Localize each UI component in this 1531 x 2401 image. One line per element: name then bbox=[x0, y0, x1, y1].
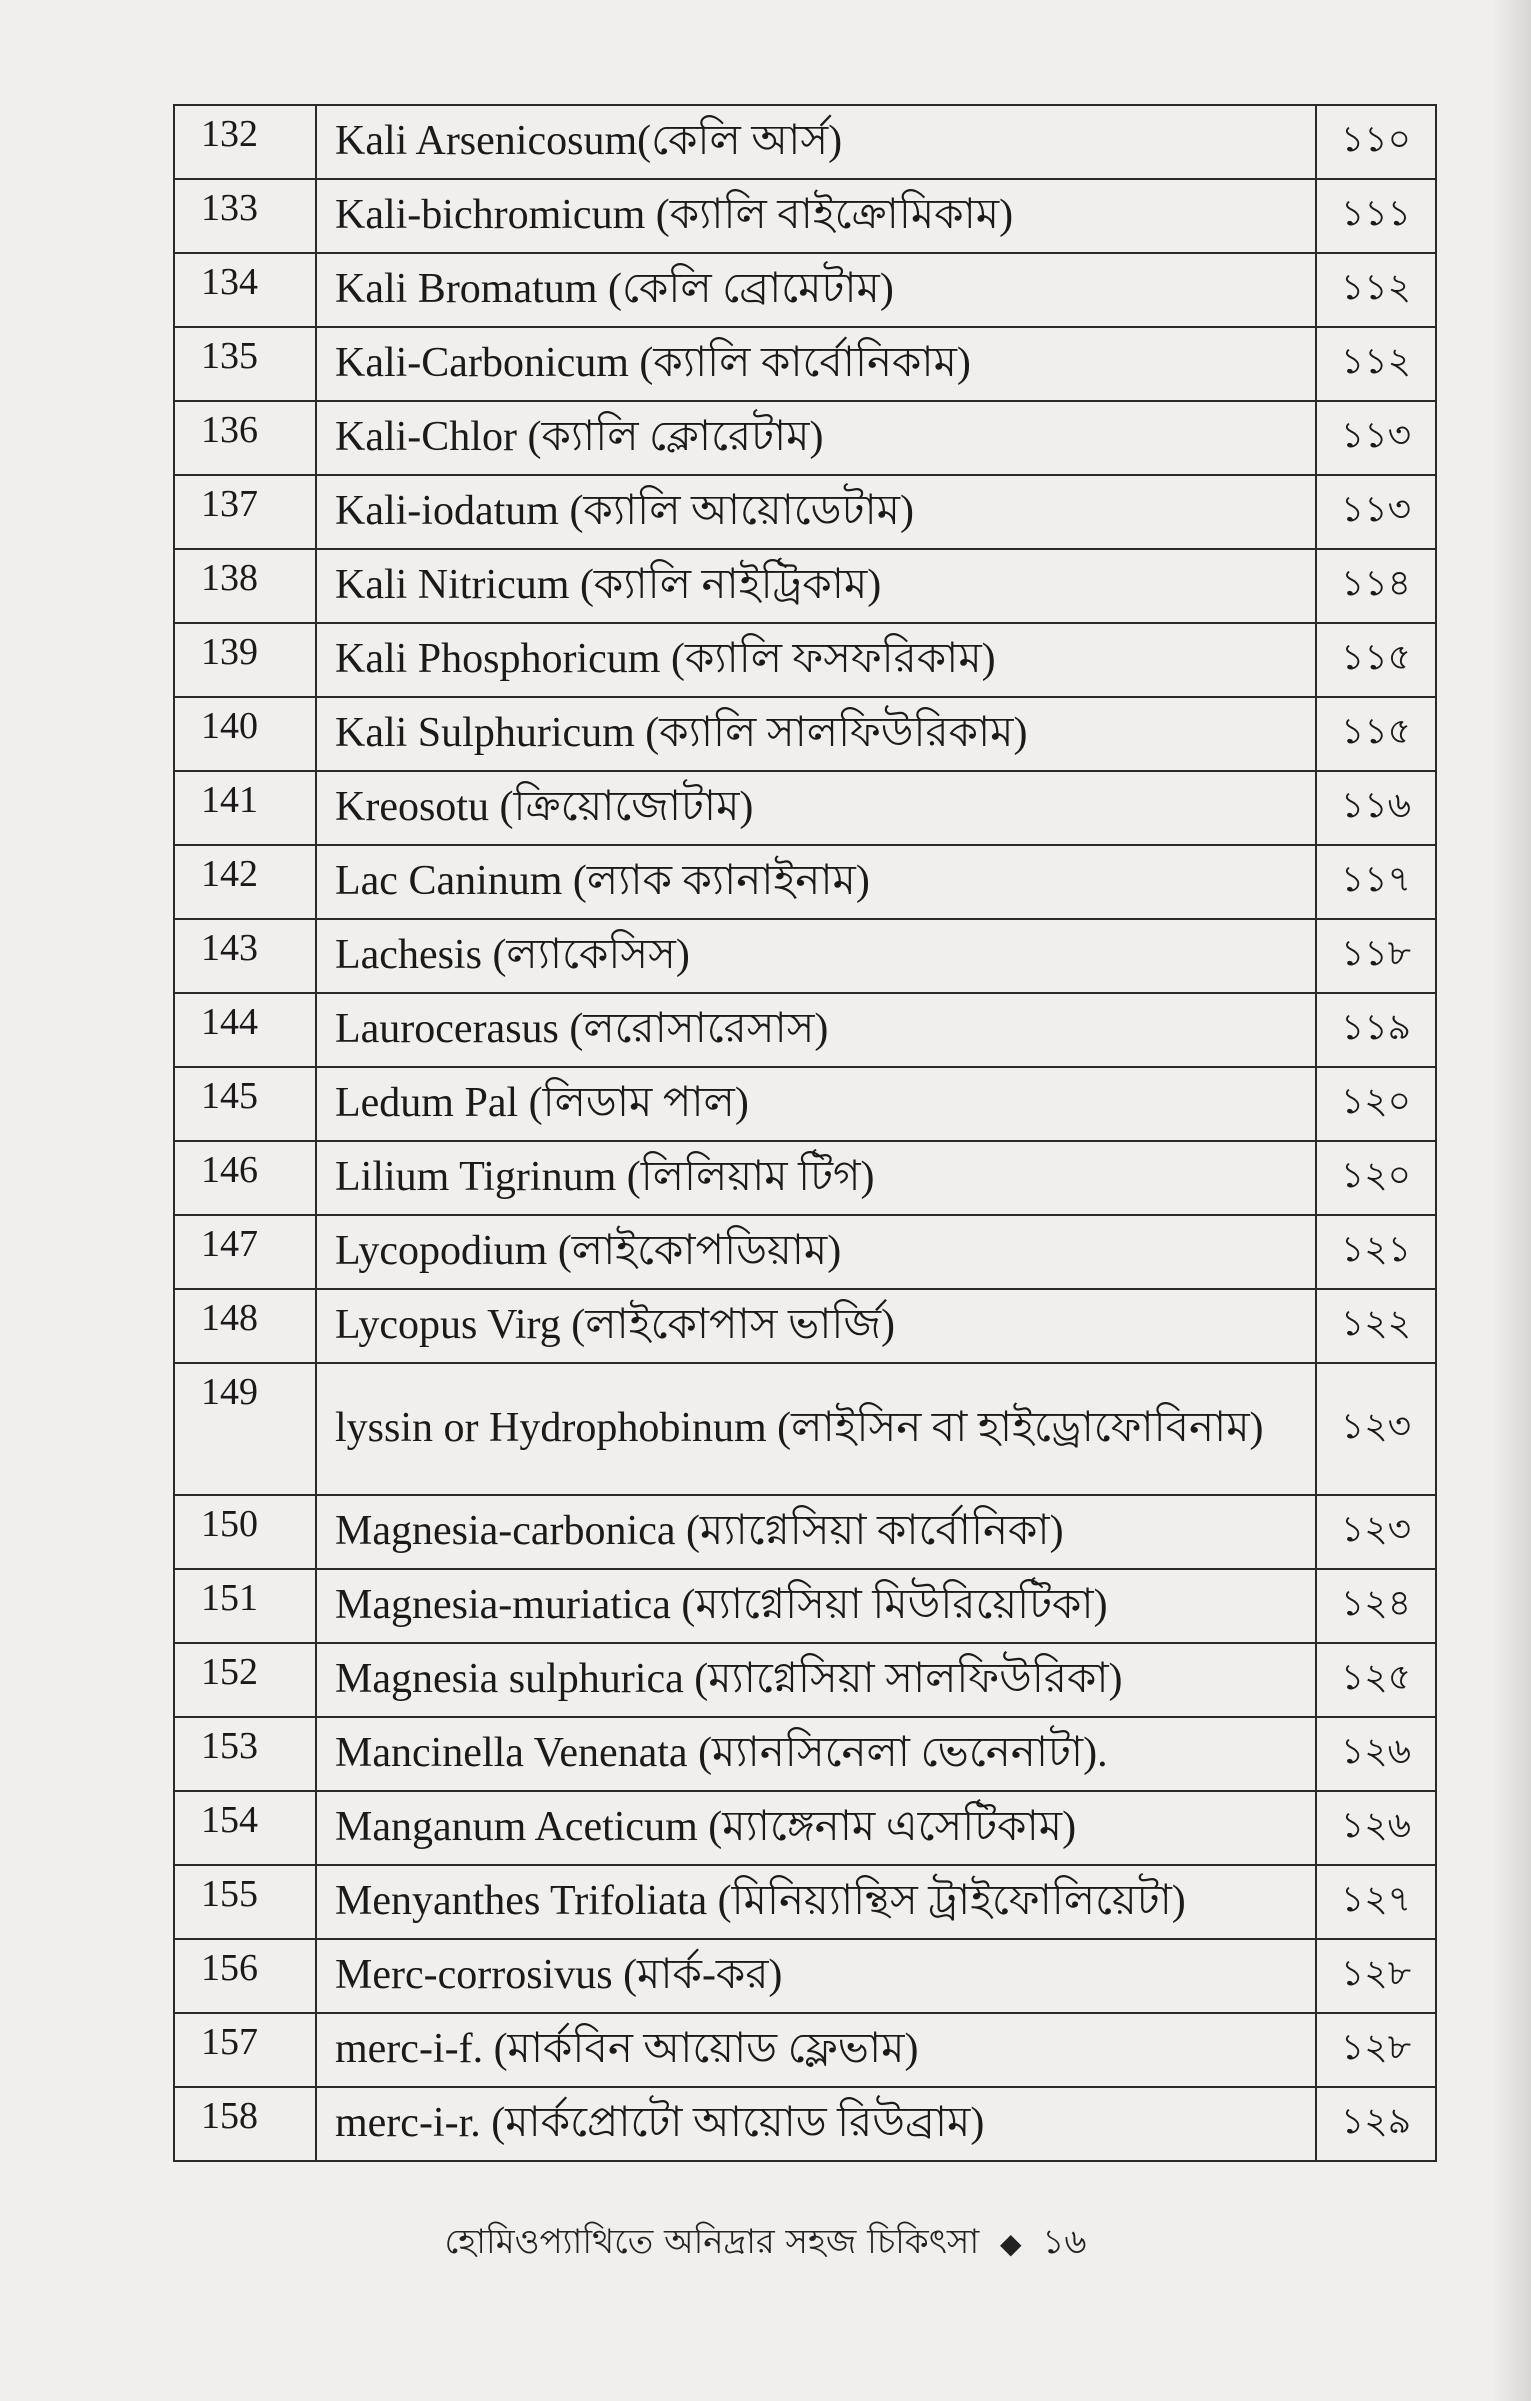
table-row bbox=[174, 1865, 1436, 1939]
table-row bbox=[174, 1067, 1436, 1141]
remedy-name: Laurocerasus (লরোসারেসাস) bbox=[316, 993, 1316, 1067]
page-ref: ১১২ bbox=[1316, 253, 1436, 327]
remedy-name: Menyanthes Trifoliata (মিনিয়্যান্থিস ট্রাইফোলিয়েটা) bbox=[316, 1865, 1316, 1939]
page-ref: ১২৪ bbox=[1316, 1569, 1436, 1643]
row-number: 137 bbox=[174, 475, 316, 549]
row-number: 151 bbox=[174, 1569, 316, 1643]
page-ref: ১২২ bbox=[1316, 1289, 1436, 1363]
table-row bbox=[174, 179, 1436, 253]
page-ref: ১১৬ bbox=[1316, 771, 1436, 845]
row-number: 144 bbox=[174, 993, 316, 1067]
row-number: 136 bbox=[174, 401, 316, 475]
page-ref: ১২০ bbox=[1316, 1067, 1436, 1141]
table-row bbox=[174, 771, 1436, 845]
page-ref: ১২৮ bbox=[1316, 2013, 1436, 2087]
row-number: 154 bbox=[174, 1791, 316, 1865]
remedy-name: Kali Bromatum (কেলি ব্রোমেটাম) bbox=[316, 253, 1316, 327]
table-row bbox=[174, 993, 1436, 1067]
remedy-index-table bbox=[173, 104, 1437, 2162]
page-ref: ১২৩ bbox=[1316, 1363, 1436, 1495]
page-number: ১৬ bbox=[1042, 2222, 1087, 2262]
remedy-name: Magnesia-carbonica (ম্যাগ্নেসিয়া কার্বোনিকা) bbox=[316, 1495, 1316, 1569]
row-number: 138 bbox=[174, 549, 316, 623]
row-number: 146 bbox=[174, 1141, 316, 1215]
remedy-name: merc-i-f. (মার্কবিন আয়োড ফ্লেভাম) bbox=[316, 2013, 1316, 2087]
page-ref: ১২৬ bbox=[1316, 1791, 1436, 1865]
remedy-name: Kali Phosphoricum (ক্যালি ফসফরিকাম) bbox=[316, 623, 1316, 697]
table-row bbox=[174, 1215, 1436, 1289]
row-number: 158 bbox=[174, 2087, 316, 2161]
row-number: 142 bbox=[174, 845, 316, 919]
table-row bbox=[174, 1495, 1436, 1569]
table-row bbox=[174, 1939, 1436, 2013]
remedy-name: Kali Arsenicosum(কেলি আর্স) bbox=[316, 105, 1316, 179]
row-number: 135 bbox=[174, 327, 316, 401]
table-row bbox=[174, 845, 1436, 919]
page-ref: ১১৫ bbox=[1316, 623, 1436, 697]
row-number: 156 bbox=[174, 1939, 316, 2013]
page-ref: ১২৬ bbox=[1316, 1717, 1436, 1791]
row-number: 153 bbox=[174, 1717, 316, 1791]
remedy-name: Lachesis (ল্যাকেসিস) bbox=[316, 919, 1316, 993]
page-ref: ১১০ bbox=[1316, 105, 1436, 179]
remedy-name: Lac Caninum (ল্যাক ক্যানাইনাম) bbox=[316, 845, 1316, 919]
table-row bbox=[174, 1717, 1436, 1791]
table-row bbox=[174, 1141, 1436, 1215]
row-number: 150 bbox=[174, 1495, 316, 1569]
page-ref: ১১৭ bbox=[1316, 845, 1436, 919]
row-number: 134 bbox=[174, 253, 316, 327]
page-ref: ১১৯ bbox=[1316, 993, 1436, 1067]
remedy-name: Kali Nitricum (ক্যালি নাইট্রিকাম) bbox=[316, 549, 1316, 623]
book-title: হোমিওপ্যাথিতে অনিদ্রার সহজ চিকিৎসা bbox=[444, 2222, 980, 2262]
page-ref: ১১৫ bbox=[1316, 697, 1436, 771]
table-row bbox=[174, 1363, 1436, 1495]
row-number: 143 bbox=[174, 919, 316, 993]
remedy-name: Magnesia-muriatica (ম্যাগ্নেসিয়া মিউরিয়েটিকা) bbox=[316, 1569, 1316, 1643]
row-number: 139 bbox=[174, 623, 316, 697]
row-number: 149 bbox=[174, 1363, 316, 1495]
page-ref: ১১৮ bbox=[1316, 919, 1436, 993]
remedy-name: lyssin or Hydrophobinum (লাইসিন বা হাইড্রোফোবিনাম) bbox=[316, 1363, 1316, 1495]
page-edge-shadow bbox=[1491, 0, 1531, 2401]
remedy-name: Merc-corrosivus (মার্ক-কর) bbox=[316, 1939, 1316, 2013]
row-number: 157 bbox=[174, 2013, 316, 2087]
table-row bbox=[174, 327, 1436, 401]
remedy-name: merc-i-r. (মার্কপ্রোটো আয়োড রিউব্রাম) bbox=[316, 2087, 1316, 2161]
remedy-name: Kali-Chlor (ক্যালি ক্লোরেটাম) bbox=[316, 401, 1316, 475]
page-ref: ১২৯ bbox=[1316, 2087, 1436, 2161]
remedy-name: Kali-Carbonicum (ক্যালি কার্বোনিকাম) bbox=[316, 327, 1316, 401]
page-ref: ১১২ bbox=[1316, 327, 1436, 401]
row-number: 140 bbox=[174, 697, 316, 771]
row-number: 152 bbox=[174, 1643, 316, 1717]
page-ref: ১১১ bbox=[1316, 179, 1436, 253]
diamond-separator-icon: ◆ bbox=[1000, 2227, 1022, 2260]
remedy-name: Kali Sulphuricum (ক্যালি সালফিউরিকাম) bbox=[316, 697, 1316, 771]
remedy-name: Kali-bichromicum (ক্যালি বাইক্রোমিকাম) bbox=[316, 179, 1316, 253]
table-row bbox=[174, 1791, 1436, 1865]
remedy-name: Kali-iodatum (ক্যালি আয়োডেটাম) bbox=[316, 475, 1316, 549]
page-ref: ১২৭ bbox=[1316, 1865, 1436, 1939]
remedy-name: Lycopus Virg (লাইকোপাস ভার্জি) bbox=[316, 1289, 1316, 1363]
remedy-name: Kreosotu (ক্রিয়োজোটাম) bbox=[316, 771, 1316, 845]
row-number: 147 bbox=[174, 1215, 316, 1289]
page-ref: ১২৫ bbox=[1316, 1643, 1436, 1717]
page-ref: ১২৩ bbox=[1316, 1495, 1436, 1569]
table-row bbox=[174, 623, 1436, 697]
table-row bbox=[174, 549, 1436, 623]
row-number: 133 bbox=[174, 179, 316, 253]
table-row bbox=[174, 105, 1436, 179]
table-row bbox=[174, 401, 1436, 475]
page-ref: ১২০ bbox=[1316, 1141, 1436, 1215]
remedy-name: Mancinella Venenata (ম্যানসিনেলা ভেনেনাটা). bbox=[316, 1717, 1316, 1791]
table-row bbox=[174, 475, 1436, 549]
table-row bbox=[174, 1643, 1436, 1717]
table-row bbox=[174, 1289, 1436, 1363]
row-number: 141 bbox=[174, 771, 316, 845]
remedy-name: Lilium Tigrinum (লিলিয়াম টিগ) bbox=[316, 1141, 1316, 1215]
remedy-name: Manganum Aceticum (ম্যাঙ্গেনাম এসেটিকাম) bbox=[316, 1791, 1316, 1865]
table-row bbox=[174, 919, 1436, 993]
remedy-name: Magnesia sulphurica (ম্যাগ্নেসিয়া সালফিউরিকা) bbox=[316, 1643, 1316, 1717]
remedy-name: Ledum Pal (লিডাম পাল) bbox=[316, 1067, 1316, 1141]
table-row bbox=[174, 2013, 1436, 2087]
page-ref: ১২১ bbox=[1316, 1215, 1436, 1289]
row-number: 155 bbox=[174, 1865, 316, 1939]
page-footer bbox=[0, 2216, 1531, 2273]
table-body bbox=[174, 105, 1436, 2161]
page-ref: ১১৩ bbox=[1316, 475, 1436, 549]
table-row bbox=[174, 253, 1436, 327]
row-number: 145 bbox=[174, 1067, 316, 1141]
page-ref: ১১৩ bbox=[1316, 401, 1436, 475]
table-row bbox=[174, 2087, 1436, 2161]
row-number: 132 bbox=[174, 105, 316, 179]
row-number: 148 bbox=[174, 1289, 316, 1363]
page-ref: ১২৮ bbox=[1316, 1939, 1436, 2013]
remedy-name: Lycopodium (লাইকোপডিয়াম) bbox=[316, 1215, 1316, 1289]
page-ref: ১১৪ bbox=[1316, 549, 1436, 623]
table-row bbox=[174, 1569, 1436, 1643]
table-row bbox=[174, 697, 1436, 771]
